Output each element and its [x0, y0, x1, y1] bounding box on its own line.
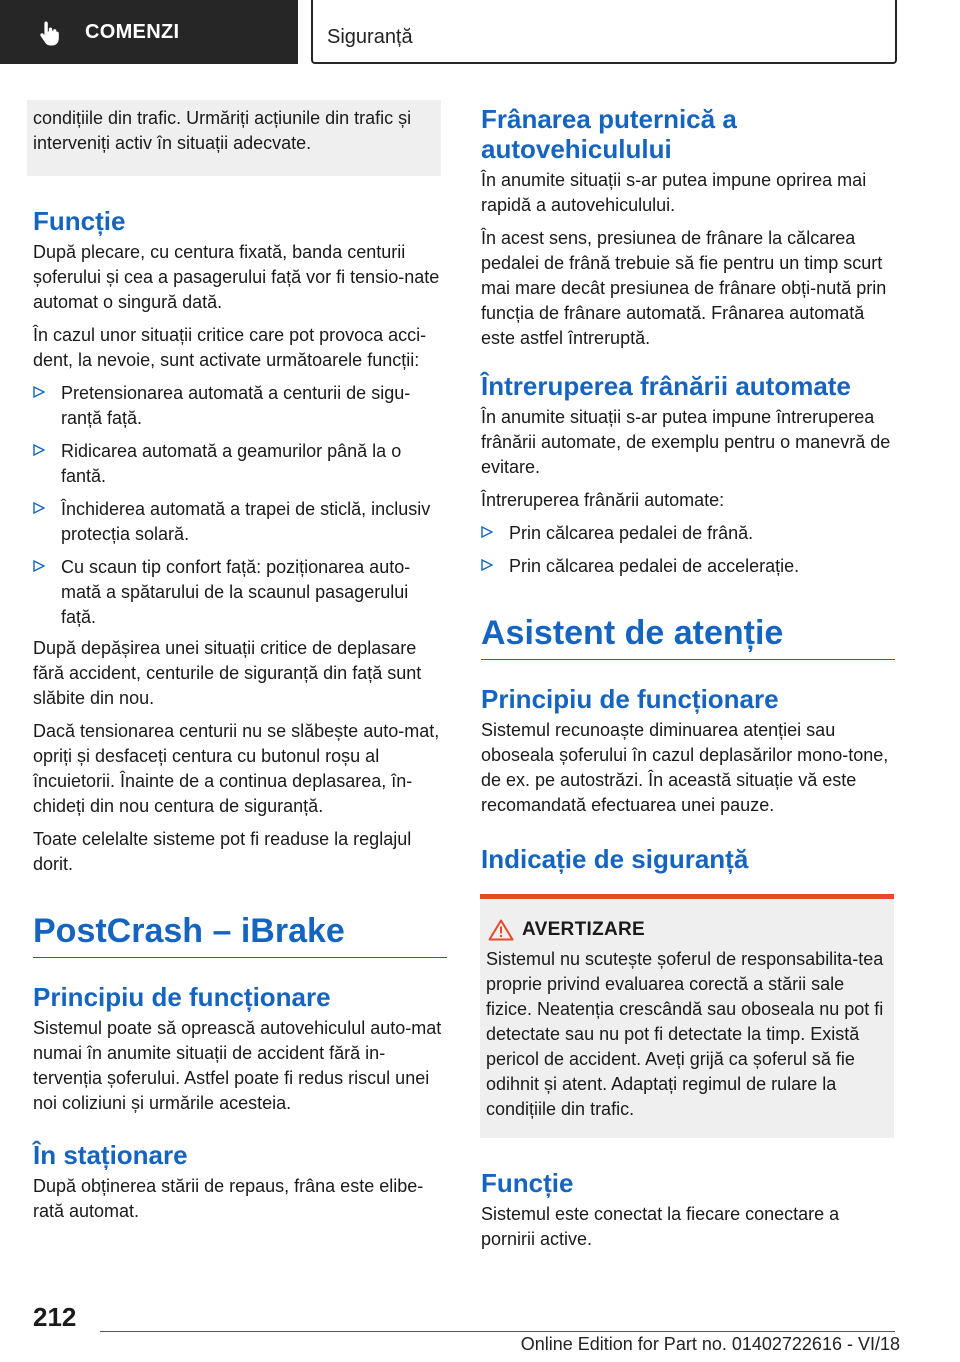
list-item-text: Închiderea automată a trapei de sticlă, inclusiv protecția solară.: [61, 499, 431, 544]
tab-siguranta-label: Siguranță: [327, 26, 413, 48]
paragraph: Dacă tensionarea centurii nu se slăbește auto-mat, opriți și desfaceți centura cu butonul roșu al încuietorii. Înainte de a continua deplasarea, în-chideți din nou centura de siguranță.: [33, 721, 440, 816]
right-column: [481, 100, 895, 1252]
paragraph: Întreruperea frânării automate:: [481, 490, 725, 510]
footer-divider: [100, 1331, 895, 1332]
list-item-text: Cu scaun tip confort față: poziționarea auto-mată a spătarului de la scaunul pasagerului față.: [61, 557, 411, 627]
paragraph: În anumite situații s-ar putea impune oprirea mai rapidă a autovehiculului.: [481, 170, 867, 215]
page-number: 212: [33, 1302, 77, 1332]
heading-principiu: Principiu de funcționare: [33, 982, 331, 1012]
tab-comenzi[interactable]: [0, 0, 298, 64]
list-item: [33, 381, 447, 431]
heading-stationare: În staționare: [33, 1140, 188, 1170]
paragraph: În cazul unor situații critice care pot provoca acci-dent, la nevoie, sunt activate următoarele funcții:: [33, 325, 427, 370]
triangle-bullet-icon: [33, 502, 45, 514]
heading-franare: Frânarea puternică a autovehiculului: [481, 104, 737, 164]
section-postcrash: [33, 911, 447, 958]
list-item-text: Pretensionarea automată a centurii de sigu-ranță față.: [61, 383, 411, 428]
paragraph: Sistemul recunoaște diminuarea atenției sau oboseala șoferului în cazul deplasărilor mono-tone, de ex. pe autostrăzi. În această situație vă este recomandată efectuarea unei pauze.: [481, 720, 889, 815]
triangle-bullet-icon: [33, 560, 45, 572]
paragraph: Sistemul este conectat la fiecare conectare a pornirii active.: [481, 1204, 840, 1249]
heading-functie: Funcție: [481, 1168, 574, 1198]
paragraph: În anumite situații s-ar putea impune întreruperea frânării automate, de exemplu pentru o manevră de evitare.: [481, 407, 891, 477]
list-item: [33, 497, 447, 547]
edition-note: Online Edition for Part no. 01402722616 - VI/18: [520, 1334, 900, 1354]
heading-functie: Funcție: [33, 206, 126, 236]
list-item-text: Prin călcarea pedalei de accelerație.: [509, 556, 800, 576]
warning-text: Sistemul nu scutește șoferul de responsabilita-tea proprie privind evaluarea corectă a stării sale fizice. Neatenția crescândă sau oboseala nu pot fi detectate sau nu pot fi detectate la timp. Există pericol de accident. Aveți grijă ca șoferul să fie odihnit și atent. Adaptați regimul de rulare la condițiile din trafic.: [486, 949, 884, 1119]
paragraph: Sistemul poate să oprească autovehiculul auto-mat numai în anumite situații de accident fără in-tervenția șoferului. Astfel poate fi redus riscul unei noi coliziuni și urmările acesteia.: [33, 1018, 442, 1113]
left-column: [33, 100, 447, 1224]
list-item: [33, 555, 447, 630]
triangle-bullet-icon: [33, 444, 45, 456]
warning-title: AVERTIZARE: [522, 919, 645, 940]
warning-box: [480, 894, 894, 1138]
paragraph: După obținerea stării de repaus, frâna este elibe-rată automat.: [33, 1176, 424, 1221]
list-item-text: Ridicarea automată a geamurilor până la o fantă.: [61, 441, 402, 486]
list-item: [481, 521, 895, 546]
heading-indicatie: Indicație de siguranță: [481, 844, 749, 874]
heading-intrerupere: Întreruperea frânării automate: [481, 371, 851, 401]
warning-header: [488, 919, 888, 941]
continued-note-box: [27, 100, 441, 176]
list-item: [481, 554, 895, 579]
list-item: [33, 439, 447, 489]
triangle-bullet-icon: [481, 559, 493, 571]
tab-comenzi-label: COMENZI: [85, 21, 180, 43]
page-header: [0, 0, 960, 66]
warning-triangle-icon: [488, 919, 514, 941]
section-asistent: [481, 613, 895, 660]
heading-postcrash: PostCrash – iBrake: [33, 912, 345, 950]
heading-asistent: Asistent de atenție: [481, 614, 784, 652]
paragraph: După plecare, cu centura fixată, banda centurii șoferului și cea a pasagerului față vor fi tensio-nate automat o singură dată.: [33, 242, 440, 312]
paragraph: În acest sens, presiunea de frânare la călcarea pedalei de frână trebuie să fie pentru un timp scurt mai mare decât presiunea de frânare obți-nută prin funcția de frânare automată. Frânarea automată este astfel întreruptă.: [481, 228, 887, 348]
continued-note-text: condițiile din trafic. Urmăriți acțiunile din trafic și interveniți activ în situații adecvate.: [33, 108, 412, 153]
hand-pointer-icon: [38, 20, 62, 46]
triangle-bullet-icon: [33, 386, 45, 398]
paragraph: Toate celelalte sisteme pot fi readuse la reglajul dorit.: [33, 829, 412, 874]
tab-siguranta[interactable]: [311, 0, 897, 64]
triangle-bullet-icon: [481, 526, 493, 538]
paragraph: După depășirea unei situații critice de deplasare fără accident, centurile de siguranță din față sunt slăbite din nou.: [33, 638, 422, 708]
interrupt-list: [481, 521, 895, 579]
function-list: [33, 381, 447, 630]
list-item-text: Prin călcarea pedalei de frână.: [509, 523, 754, 543]
heading-principiu: Principiu de funcționare: [481, 684, 779, 714]
